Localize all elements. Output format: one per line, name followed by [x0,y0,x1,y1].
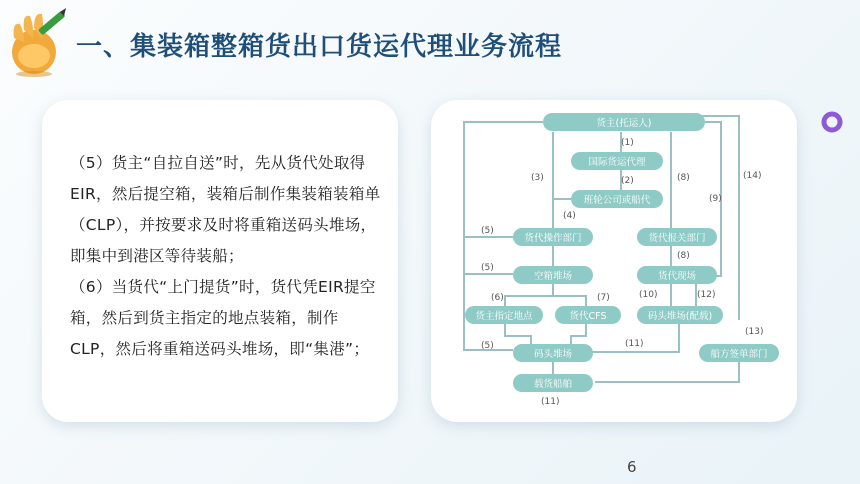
label-3: (3) [531,173,544,183]
svg-text:船方签单部门: 船方签单部门 [710,349,768,360]
svg-text:货主(托运人): 货主(托运人) [596,118,652,129]
svg-text:货代现场: 货代现场 [657,271,697,282]
label-11b: (11) [541,397,560,407]
label-11a: (11) [625,339,644,349]
label-6: (6) [491,293,504,303]
node-shipper [543,113,705,131]
node-customs-dept [637,228,717,246]
flow-diagram [431,100,797,422]
label-1: (1) [621,138,634,148]
description-paragraph-5: （5）货主“自拉自送”时，先从货代处取得EIR，然后提空箱，装箱后制作集装箱装箱单（CLP），并按要求及时将重箱送码头堆场，即集中到港区等待装船； [70,154,381,265]
label-8a: (8) [677,173,690,183]
svg-text:码头堆场: 码头堆场 [533,349,573,360]
svg-text:码头堆场(配载): 码头堆场(配载) [647,311,713,322]
node-ship-doc-dept [699,344,779,362]
description-text [70,148,382,365]
label-12: (12) [697,290,716,300]
header [0,0,860,90]
label-7: (7) [597,293,610,303]
svg-text:载货船舶: 载货船舶 [533,379,573,390]
node-shipper-site [465,306,543,324]
node-forwarder-site [637,266,717,284]
svg-text:国际货运代理: 国际货运代理 [588,157,646,168]
label-5b: (5) [481,263,494,273]
label-5a: (5) [481,226,494,236]
node-terminal-yard-stow [637,306,723,324]
description-paragraph-6: （6）当货代“上门提货”时，货代凭EIR提空箱，然后到货主指定的地点装箱，制作CLP，然后将重箱送码头堆场，即“集港”； [70,278,376,358]
decorative-ring-icon [820,110,844,134]
label-9: (9) [709,194,722,204]
label-8b: (8) [677,251,690,261]
pencil-hand-logo-icon [4,8,70,78]
label-4: (4) [563,211,576,221]
label-5c: (5) [481,341,494,351]
svg-text:货代操作部门: 货代操作部门 [524,233,582,244]
node-vessel [513,374,593,392]
label-14: (14) [743,171,762,181]
node-intl-forwarder [571,152,663,170]
label-10: (10) [639,290,658,300]
svg-text:货代报关部门: 货代报关部门 [648,233,706,244]
svg-text:货代CFS: 货代CFS [569,311,607,322]
node-carrier [571,190,663,208]
node-empty-yard [513,266,593,284]
svg-text:空箱堆场: 空箱堆场 [533,271,573,282]
svg-text:货主指定地点: 货主指定地点 [475,311,533,322]
node-terminal-yard [513,344,593,362]
node-forwarder-cfs [555,306,621,324]
node-forwarder-ops [513,228,593,246]
page-number: 6 [627,458,637,476]
label-13: (13) [745,327,764,337]
page-title: 一、集装箱整箱货出口货运代理业务流程 [76,32,563,62]
svg-text:班轮公司或船代: 班轮公司或船代 [583,195,651,206]
label-2: (2) [621,176,634,186]
